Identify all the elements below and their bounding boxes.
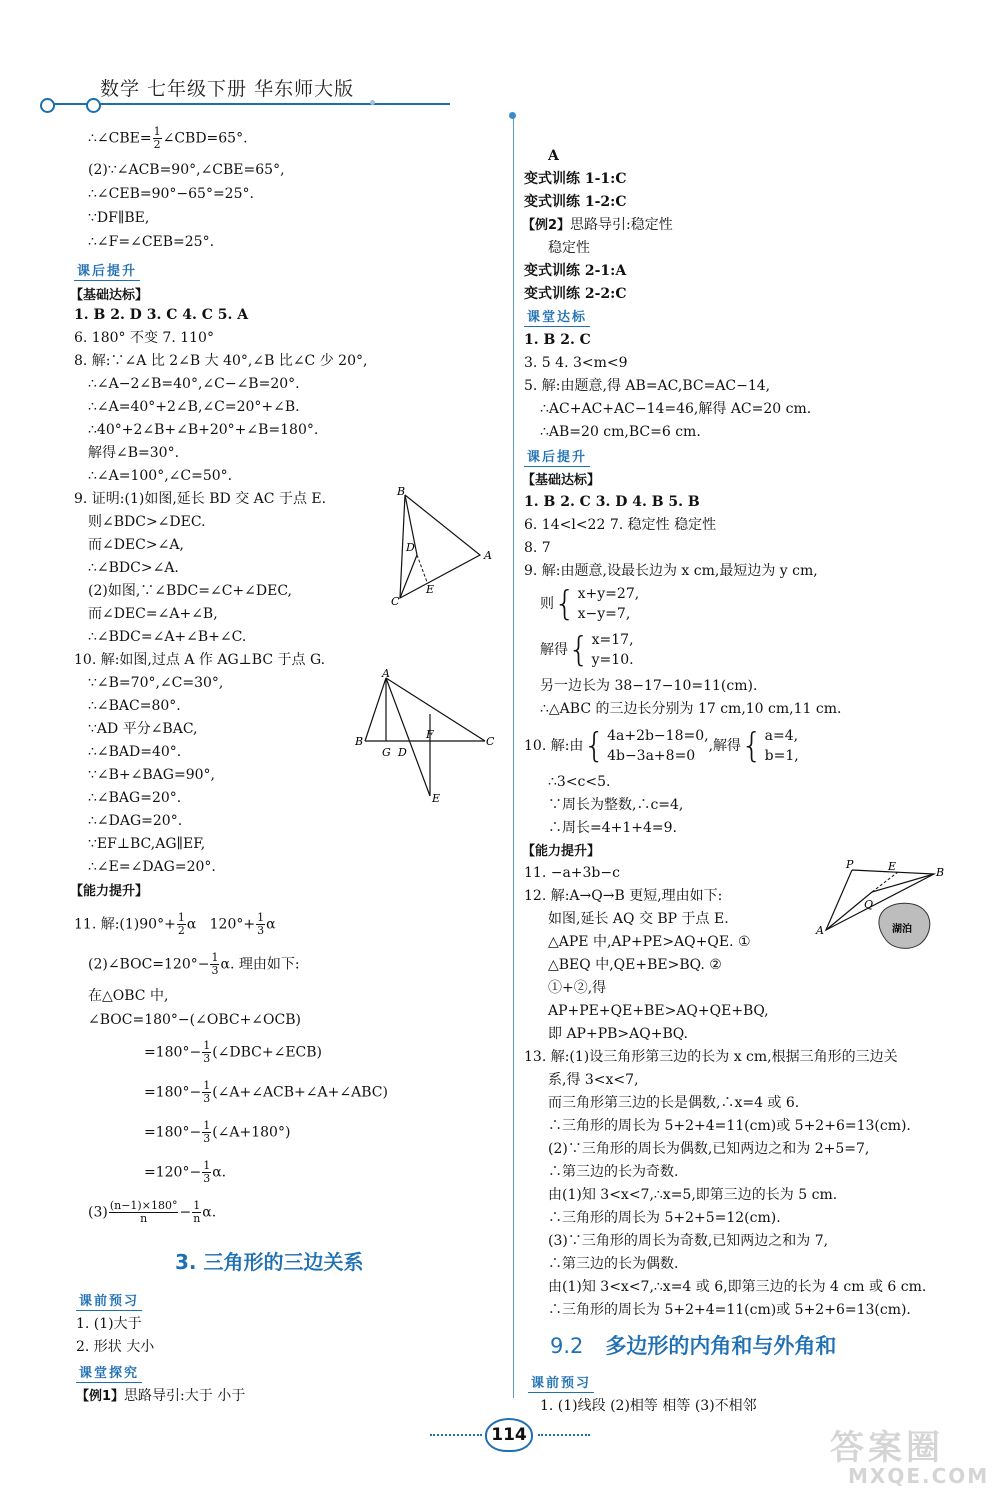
answer-line: 1. B 2. C — [524, 332, 591, 348]
equation-system: 则{ x+y=27, x−y=7, — [540, 584, 640, 624]
answer-line: 8. 7 — [524, 540, 551, 556]
answer-line: =180°− $\frac{1}{3}$ (∠A+180°) — [144, 1119, 291, 1145]
left-line: ∴∠CEB=90°−65°=25°. — [88, 186, 254, 202]
watermark-top: 答案圈 — [830, 1428, 944, 1468]
answer-line: AP+PE+QE+BE>AQ+QE+BQ, — [548, 1003, 769, 1019]
answer-line: ∴∠BDC=∠A+∠B+∠C. — [88, 629, 247, 645]
equation-system: 10. 解:由{ 4a+2b−18=0, 4b−3a+8=0 ,解得{ a=4, b=1, — [524, 726, 799, 766]
header-dot-left — [40, 98, 55, 113]
answer-line: 而三角形第三边的长是偶数,∴x=4 或 6. — [548, 1095, 800, 1111]
answer-line: 1. (1)大于 — [76, 1316, 142, 1332]
answer-line: ∴AB=20 cm,BC=6 cm. — [540, 424, 701, 440]
answer-line: ∵∠B=70°,∠C=30°, — [88, 675, 224, 691]
answer-line: 变式训练 1-1:C — [524, 171, 627, 187]
lake-label: 湖泊 — [892, 924, 912, 935]
answer-line: A — [548, 148, 559, 164]
column-divider — [513, 118, 514, 1398]
answer-line: ∴三角形的周长为 5+2+5=12(cm). — [548, 1210, 781, 1226]
fig-label-B: B — [397, 485, 406, 498]
answer-line: 即 AP+PB>AQ+BQ. — [548, 1026, 688, 1042]
answer-line: ∴AC+AC+AC−14=46,解得 AC=20 cm. — [540, 401, 812, 417]
triangle-figure-q10 — [350, 668, 498, 808]
fig-label-A: A — [816, 924, 824, 937]
answer-line: 变式训练 2-1:A — [524, 263, 627, 279]
answer-line: 则∠BDC>∠DEC. — [88, 514, 206, 530]
header-title: 数学 七年级下册 华东师大版 — [100, 78, 355, 100]
section-tag-kehou: 课后提升 — [74, 260, 140, 281]
answer-line: ∵AD 平分∠BAC, — [88, 721, 198, 737]
answer-line: ∴∠A=40°+2∠B,∠C=20°+∠B. — [88, 399, 300, 415]
page-dots-left — [430, 1434, 482, 1436]
section-tag-nengli: 【能力提升】 — [522, 844, 601, 859]
answer-line: ①+②,得 — [548, 980, 607, 996]
answer-line: 1. (1)线段 (2)相等 相等 (3)不相邻 — [540, 1398, 757, 1414]
answer-line: ∠BOC=180°−(∠OBC+∠OCB) — [88, 1012, 301, 1028]
fig-label-G: G — [382, 746, 391, 759]
answer-line: (2)如图,∵∠BDC=∠C+∠DEC, — [88, 583, 292, 599]
answer-line: ∴3<c<5. — [548, 774, 611, 790]
answer-line: ∴∠BAC=80°. — [88, 698, 181, 714]
equation-system: 解得{ x=17, y=10. — [540, 630, 634, 670]
answer-line: 而∠DEC=∠A+∠B, — [88, 606, 218, 622]
fig-label-A: A — [382, 668, 390, 680]
answer-line: 12. 解:A→Q→B 更短,理由如下: — [524, 888, 723, 904]
answer-line: 由(1)知 3<x<7,∴x=5,即第三边的长为 5 cm. — [548, 1187, 838, 1203]
fig-label-A: A — [484, 549, 492, 562]
triangle-figure-q9 — [385, 480, 500, 610]
answer-line: 如图,延长 AQ 交 BP 于点 E. — [548, 911, 729, 927]
answer-line: =180°− $\frac{1}{3}$ (∠DBC+∠ECB) — [144, 1039, 323, 1065]
fig-label-F: F — [426, 728, 434, 741]
fig-label-E: E — [432, 792, 441, 805]
answer-line: ∵∠B+∠BAG=90°, — [88, 767, 215, 783]
fig-label-B: B — [936, 866, 945, 879]
section-title-9-2: 9.2 多边形的内角和与外角和 — [550, 1334, 837, 1358]
answer-line: 变式训练 1-2:C — [524, 194, 627, 210]
left-line: ∴∠CBE= $\frac{1}{2}$ ∠CBD=65°. — [88, 125, 248, 151]
answer-line: 3. 5 4. 3<m<9 — [524, 355, 628, 371]
answer-line: ∴△ABC 的三边长分别为 17 cm,10 cm,11 cm. — [540, 701, 842, 717]
answer-line: ∴三角形的周长为 5+2+4=11(cm)或 5+2+6=13(cm). — [548, 1302, 911, 1318]
answer-line: (3)∵三角形的周长为奇数,已知两边之和为 7, — [548, 1233, 829, 1249]
answer-line: 在△OBC 中, — [88, 988, 169, 1004]
fig-label-D: D — [398, 746, 407, 759]
answer-line: ∴第三边的长为偶数. — [548, 1256, 679, 1272]
answer-line: △BEQ 中,QE+BE>BQ. ② — [548, 957, 722, 973]
fig-label-E: E — [426, 583, 435, 596]
answer-line: 系,得 3<x<7, — [548, 1072, 639, 1088]
section-tag-jichu: 【基础达标】 — [70, 288, 149, 303]
answer-line: 变式训练 2-2:C — [524, 286, 627, 302]
answer-line: ∴∠BAD=40°. — [88, 744, 182, 760]
answer-line: 2. 形状 大小 — [76, 1339, 155, 1355]
answer-line: ∴∠DAG=20°. — [88, 813, 183, 829]
fig-label-E: E — [888, 860, 897, 873]
section-title-3: 3. 三角形的三边关系 — [175, 1250, 364, 1274]
answer-line: 【例2】思路导引:稳定性 — [522, 217, 673, 233]
answer-line: 6. 14<l<22 7. 稳定性 稳定性 — [524, 517, 717, 533]
section-tag-jichu: 【基础达标】 — [522, 473, 601, 488]
answer-line: 8. 解:∵∠A 比 2∠B 大 40°,∠B 比∠C 少 20°, — [74, 353, 368, 369]
lake-figure-q12 — [812, 858, 952, 958]
fig-label-Q: Q — [864, 898, 874, 911]
answer-line: 由(1)知 3<x<7,∴x=4 或 6,即第三边的长为 4 cm 或 6 cm. — [548, 1279, 927, 1295]
answer-line: (2)∠BOC=120°− $\frac{1}{3}$ α. 理由如下: — [88, 951, 300, 977]
answer-line: ∴∠E=∠DAG=20°. — [88, 859, 216, 875]
answer-line: 9. 解:由题意,设最长边为 x cm,最短边为 y cm, — [524, 563, 818, 579]
answer-line: 11. −a+3b−c — [524, 865, 620, 881]
fig-label-D: D — [406, 541, 415, 554]
section-tag-dabiao: 课堂达标 — [524, 306, 590, 327]
answer-line: 5. 解:由题意,得 AB=AC,BC=AC−14, — [524, 378, 771, 394]
answer-line: =120°− $\frac{1}{3}$ α. — [144, 1159, 227, 1185]
answer-line: ∴40°+2∠B+∠B+20°+∠B=180°. — [88, 422, 319, 438]
answer-line: (3) $\frac{(n-1)\times 180^\circ}{n}$ − $\frac{1}{n}$ α. — [88, 1199, 217, 1225]
answer-line: =180°− $\frac{1}{3}$ (∠A+∠ACB+∠A+∠ABC) — [144, 1079, 388, 1105]
decor-dot — [370, 100, 375, 105]
section-tag-keqian: 课前预习 — [528, 1372, 594, 1393]
answer-line: ∵周长为整数,∴c=4, — [548, 797, 684, 813]
answer-line: 1. B 2. C 3. D 4. B 5. B — [524, 494, 700, 510]
column-divider-dot — [509, 112, 516, 119]
page-number-block — [430, 1418, 590, 1458]
answer-line: ∴∠BAG=20°. — [88, 790, 182, 806]
answer-line: 9. 证明:(1)如图,延长 BD 交 AC 于点 E. — [74, 491, 327, 507]
fig-label-C: C — [486, 735, 495, 748]
page-number: 114 — [485, 1418, 533, 1452]
answer-line: ∴周长=4+1+4=9. — [548, 820, 678, 836]
watermark-bottom: MXQE.COM — [848, 1464, 990, 1488]
section-tag-nengli: 【能力提升】 — [70, 884, 149, 899]
fig-label-P: P — [846, 858, 854, 871]
answer-line: 另一边长为 38−17−10=11(cm). — [540, 678, 758, 694]
left-line: (2)∵∠ACB=90°,∠CBE=65°, — [88, 162, 285, 178]
answer-line: 稳定性 — [548, 240, 590, 256]
fig-label-C: C — [391, 595, 400, 608]
header-rule — [48, 103, 450, 105]
watermark-logo — [820, 1420, 995, 1490]
answer-line: 解得∠B=30°. — [88, 445, 180, 461]
answer-line: 13. 解:(1)设三角形第三边的长为 x cm,根据三角形的三边关 — [524, 1049, 898, 1065]
header-dot-mid — [86, 98, 101, 113]
answer-line: △APE 中,AP+PE>AQ+QE. ① — [548, 934, 751, 950]
answer-line: ∵EF⊥BC,AG∥EF, — [88, 836, 206, 852]
answer-line: ∴∠BDC>∠A. — [88, 560, 179, 576]
answer-line: ∴第三边的长为奇数. — [548, 1164, 679, 1180]
answer-line: ∴三角形的周长为 5+2+4=11(cm)或 5+2+6=13(cm). — [548, 1118, 911, 1134]
answer-line: 而∠DEC>∠A, — [88, 537, 184, 553]
answer-line: ∴∠A=100°,∠C=50°. — [88, 468, 233, 484]
left-line: ∴∠F=∠CEB=25°. — [88, 234, 215, 250]
section-tag-keqian: 课前预习 — [76, 1290, 142, 1311]
section-tag-kehou: 课后提升 — [524, 446, 590, 467]
answer-line: ∴∠A−2∠B=40°,∠C−∠B=20°. — [88, 376, 300, 392]
page-header — [40, 70, 460, 110]
answer-line: 10. 解:如图,过点 A 作 AG⊥BC 于点 G. — [74, 652, 326, 668]
page-dots-right — [538, 1434, 590, 1436]
section-tag-ketang: 课堂探究 — [76, 1362, 142, 1383]
answer-line: 11. 解:(1)90°+ $\frac{1}{2}$ α 120°+ $\frac{1}{3}$ α — [74, 911, 276, 937]
left-line: ∵DF∥BE, — [88, 210, 150, 226]
answer-line: 【例1】思路导引:大于 小于 — [76, 1388, 246, 1404]
answer-line: 6. 180° 不变 7. 110° — [74, 330, 214, 346]
answer-line: (2)∵三角形的周长为偶数,已知两边之和为 2+5=7, — [548, 1141, 870, 1157]
answer-line: 1. B 2. D 3. C 4. C 5. A — [74, 307, 249, 323]
fig-label-B: B — [355, 735, 364, 748]
